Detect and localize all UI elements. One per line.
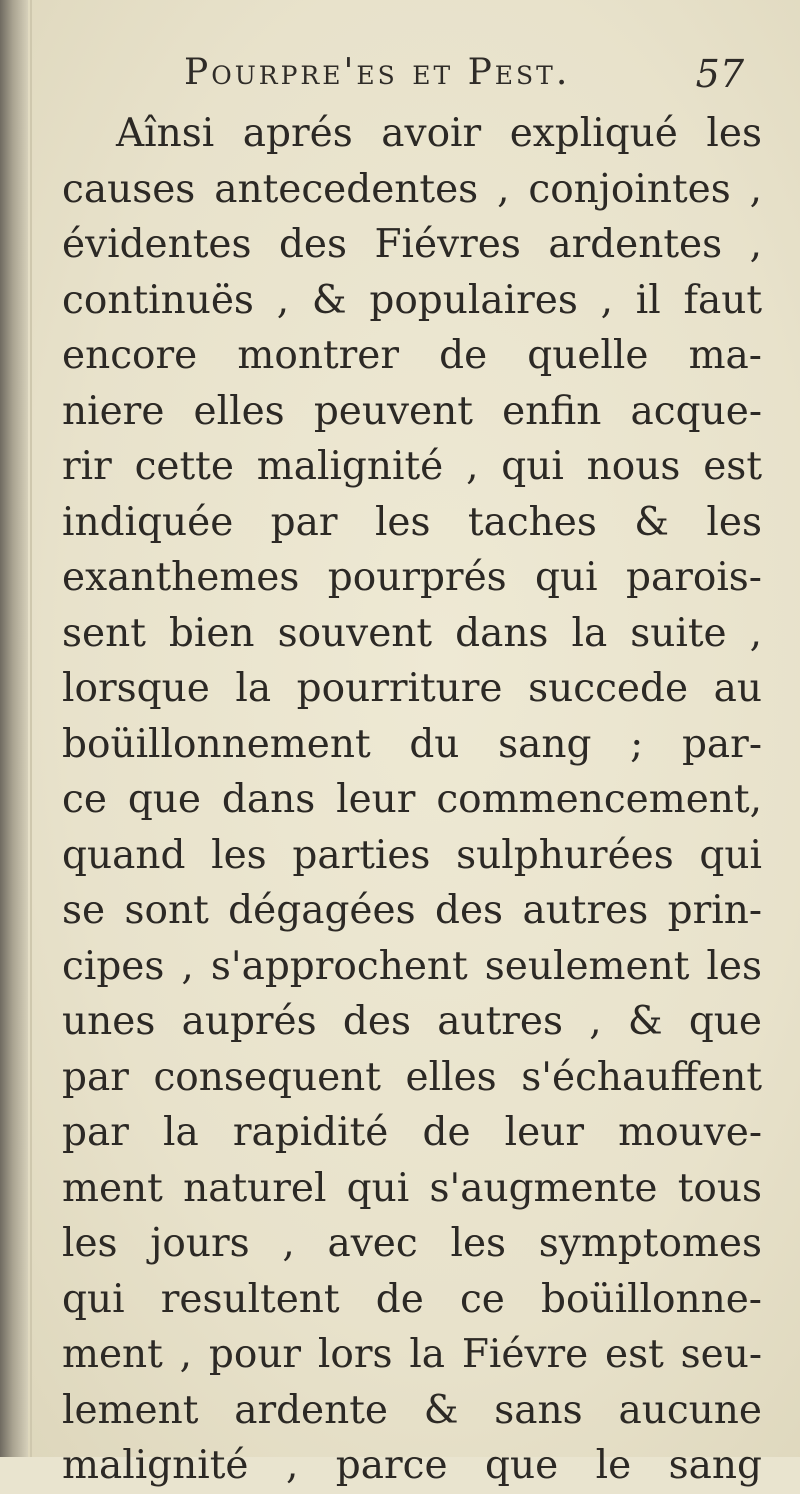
text-line: ce que dans leur commencement,: [62, 777, 762, 822]
text-line: qui resultent de ce boüillonne-: [62, 1276, 762, 1322]
text-line: encore montrer de quelle ma-: [62, 333, 762, 378]
text-line: exanthemes pourprés qui parois-: [62, 555, 762, 600]
text-line: rir cette malignité , qui nous est: [62, 444, 762, 489]
text-line: causes antecedentes , conjointes ,: [62, 166, 762, 212]
text-line: indiquée par les taches & les: [62, 499, 762, 545]
page-gutter: [0, 0, 28, 1457]
text-line: continuës , & populaires , il faut: [62, 277, 762, 323]
text-line: évidentes des Fiévres ardentes ,: [62, 222, 762, 267]
text-line: lement ardente & sans aucune: [62, 1387, 762, 1433]
text-line: sent bien souvent dans la suite ,: [62, 610, 762, 656]
text-line: cipes , s'approchent seulement les: [62, 943, 762, 989]
text-line: ment , pour lors la Fiévre est seu-: [62, 1332, 762, 1377]
text-line: niere elles peuvent enfin acque-: [62, 388, 762, 434]
text-line: Aînsi aprés avoir expliqué les: [116, 111, 762, 156]
text-line: par la rapidité de leur mouve-: [62, 1110, 762, 1155]
page-header: [184, 52, 744, 104]
text-line: par consequent elles s'échauffent: [62, 1054, 762, 1100]
page-number: 57: [695, 52, 744, 96]
running-title: Pourpre'es et Pest.: [184, 52, 571, 93]
body-text: [62, 106, 762, 1494]
text-line: ment naturel qui s'augmente tous: [62, 1165, 762, 1211]
text-line: lorsque la pourriture succede au: [62, 666, 762, 711]
text-line: se sont dégagées des autres prin-: [62, 888, 762, 933]
text-line: unes auprés des autres , & que: [62, 999, 762, 1044]
text-line: malignité , parce que le sang: [62, 1443, 762, 1488]
page-fold: [30, 0, 32, 1457]
text-line: boüillonnement du sang ; par-: [62, 721, 762, 767]
text-line: quand les parties sulphurées qui: [62, 832, 762, 878]
text-line: les jours , avec les symptomes: [62, 1221, 762, 1266]
